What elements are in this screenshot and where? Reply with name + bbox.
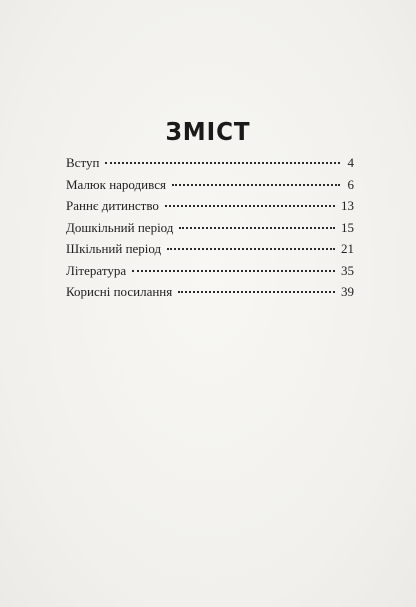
toc-entry-page-number: 39 [341,284,354,299]
toc-entry-intro[interactable] [66,152,354,174]
table-of-contents [66,152,354,303]
toc-entry-early-childhood[interactable] [66,195,354,217]
dot-leader [167,247,335,250]
page-title: ЗМІСТ [165,117,251,146]
toc-entry-label: Вступ [66,155,100,170]
dot-leader [165,204,335,207]
toc-entry-page-number: 13 [341,198,354,213]
toc-entry-page-number: 21 [341,241,354,256]
toc-entry-label: Корисні посилання [66,284,173,299]
dot-leader [132,269,335,272]
toc-entry-preschool-period[interactable] [66,217,354,239]
toc-entry-baby-born[interactable] [66,174,354,196]
toc-entry-label: Шкільний період [66,241,162,256]
toc-entry-label: Малюк народився [66,176,166,192]
toc-entry-useful-links[interactable] [66,281,354,303]
dot-leader [172,183,340,186]
toc-entry-page-number: 4 [347,155,354,170]
dot-leader [178,290,335,293]
dot-leader [105,161,340,164]
toc-entry-page-number: 15 [341,219,354,235]
toc-entry-page-number: 35 [341,262,354,278]
toc-entry-label: Дошкільний період [66,219,174,235]
toc-entry-label: Раннє дитинство [66,198,159,213]
dot-leader [179,226,335,229]
toc-entry-literature[interactable] [66,260,354,282]
toc-entry-school-period[interactable] [66,238,354,260]
toc-entry-label: Література [66,262,127,278]
toc-entry-page-number: 6 [347,176,354,192]
